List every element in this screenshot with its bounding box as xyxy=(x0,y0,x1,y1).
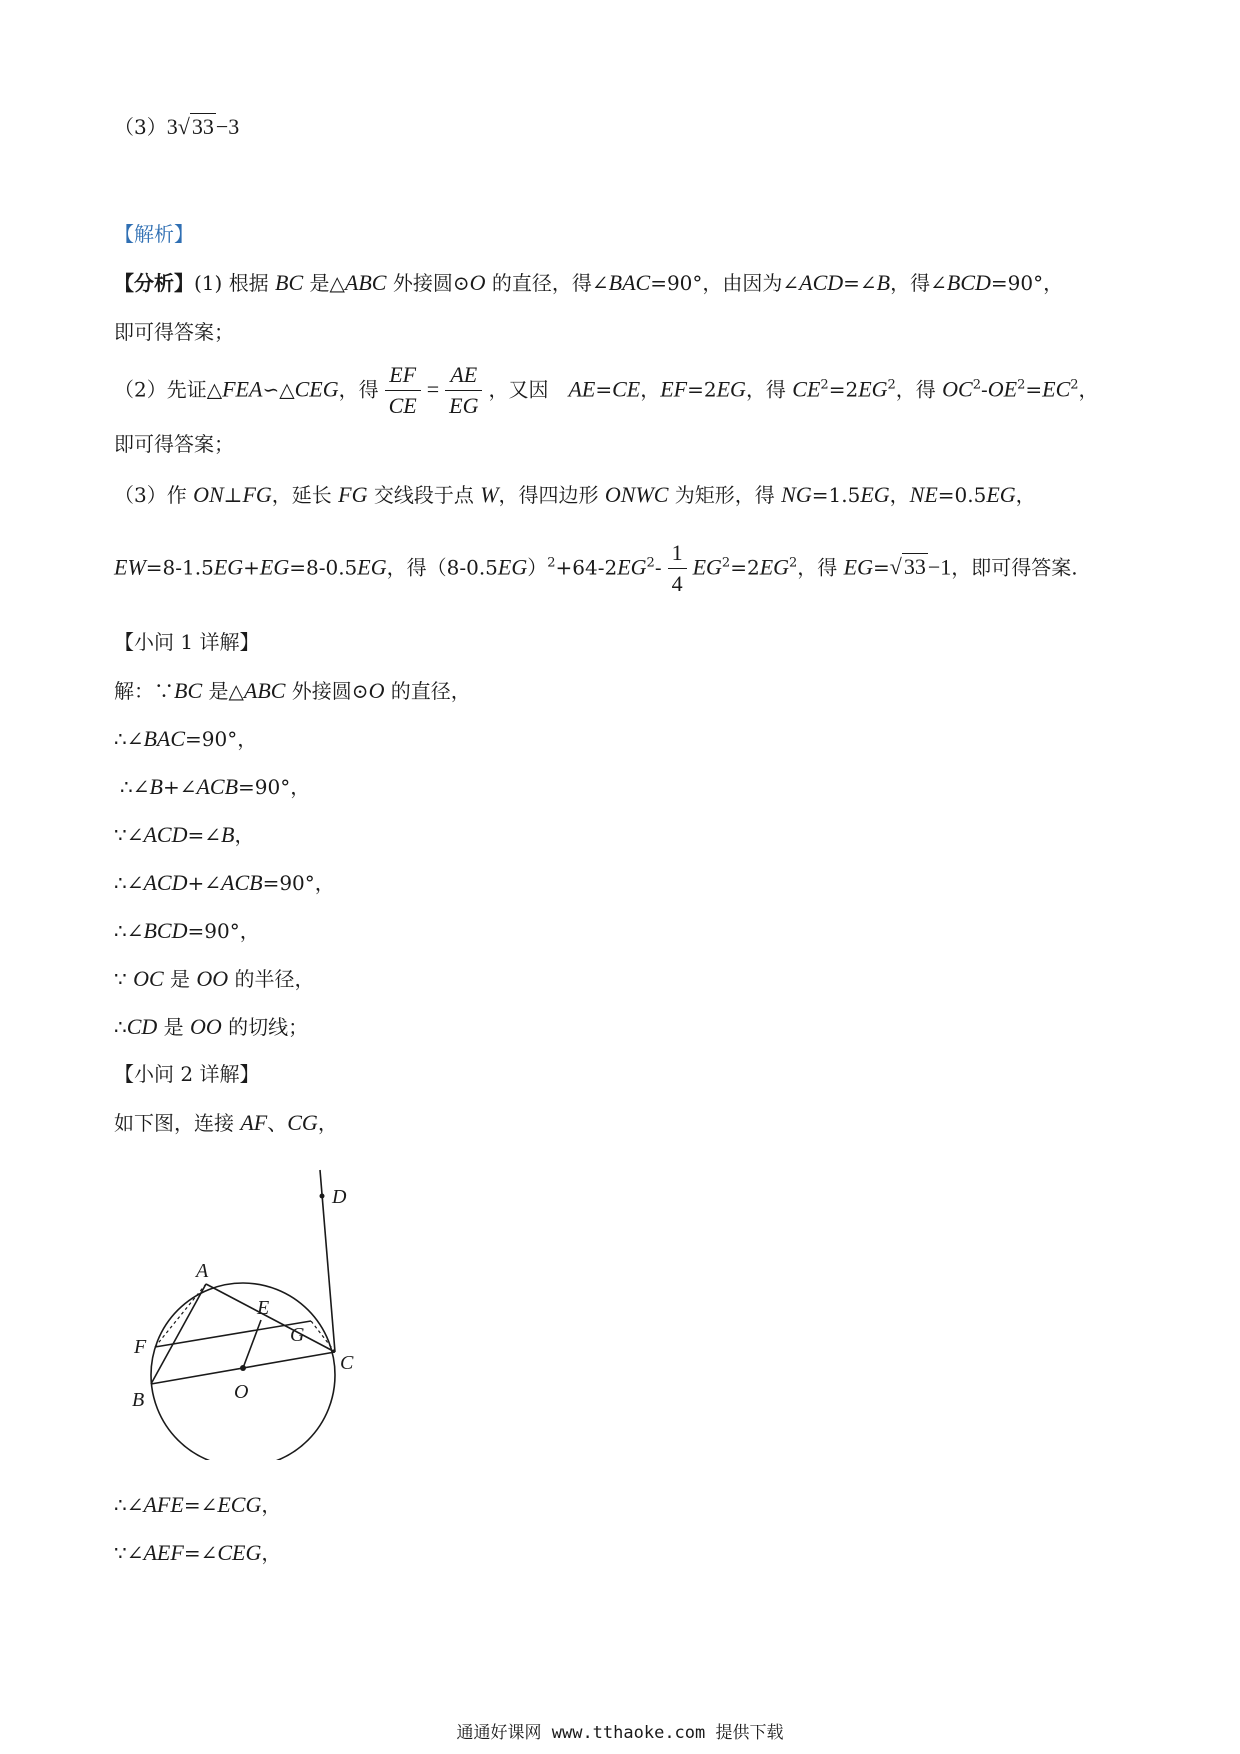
analysis-part2-line-2: 即可得答案； xyxy=(114,432,234,456)
answer-part3: （3）3√33−3 xyxy=(114,114,240,139)
step-10: ∴∠AFE=∠ECG， xyxy=(114,1492,282,1517)
step-1: 解：∵BC 是△ABC 外接圆⊙O 的直径， xyxy=(114,678,471,703)
label-e: E xyxy=(257,1297,270,1319)
jiexi-heading: 【解析】 xyxy=(114,222,194,246)
step-9: 如下图，连接 AF、CG， xyxy=(114,1110,338,1135)
label-c: C xyxy=(340,1352,354,1374)
step-11: ∵∠AEF=∠CEG， xyxy=(114,1540,282,1565)
step-7: ∵ OC 是 OO 的半径， xyxy=(114,966,315,991)
label-o: O xyxy=(234,1381,249,1403)
analysis-line-2: 即可得答案； xyxy=(114,320,234,344)
point-d xyxy=(320,1194,325,1199)
analysis-part2: （2）先证△FEA∽△CEG，得 $\frac{EF}{CE}$ = $\frac{AE}{EG}$ ，又因 AE=CE，EF=2EG，得 $CE^2=2EG^2$，得 $OC^2-OE^2=EC^2$， xyxy=(114,362,1099,419)
step-4: ∵∠ACD=∠B， xyxy=(114,822,255,847)
label-g: G xyxy=(290,1324,305,1346)
label-f: F xyxy=(134,1336,147,1358)
analysis-line-1: 【分析】(1) 根据 BC 是△ABC 外接圆⊙O 的直径，得∠BAC=90°，由因为∠ACD=∠B，得∠BCD=90°， xyxy=(114,270,1064,295)
circle-o xyxy=(151,1283,335,1460)
analysis-part3-line-1: （3）作 ON⊥FG，延长 FG 交线段于点 W，得四边形 ONWC 为矩形，得 NG=1.5EG，NE=0.5EG， xyxy=(114,482,1036,507)
fraction-ae-eg: $\frac{AE}{EG}$ xyxy=(445,362,482,420)
step-2: ∴∠BAC=90°， xyxy=(114,726,258,751)
geometry-figure xyxy=(120,1160,380,1460)
step-6: ∴∠BCD=90°， xyxy=(114,918,260,943)
step-3: ∴∠B+∠ACB=90°， xyxy=(120,774,311,799)
label-d: D xyxy=(332,1186,347,1208)
page-footer: 通通好课网 www.tthaoke.com 提供下载 xyxy=(456,1723,784,1743)
subquestion-2-heading: 【小问 2 详解】 xyxy=(114,1062,260,1086)
step-8: ∴CD 是 OO 的切线； xyxy=(114,1014,309,1039)
fraction-one-quarter: $\frac{1}{4}$ xyxy=(668,540,687,598)
label-a: A xyxy=(196,1260,209,1282)
subquestion-1-heading: 【小问 1 详解】 xyxy=(114,630,260,654)
line-eo xyxy=(243,1320,261,1368)
fraction-ef-ce: $\frac{EF}{CE}$ xyxy=(385,362,421,420)
line-ab xyxy=(151,1284,206,1384)
point-o xyxy=(240,1365,246,1371)
analysis-part3-line-2: EW=8-1.5EG+EG=8-0.5EG，得$(8-0.5EG)^2+64-2EG^2-$ $\frac{1}{4}$ $EG^2=2EG^2$，得 EG=√33−1，即可得答案. xyxy=(114,540,1078,597)
dashed-af xyxy=(155,1284,206,1347)
label-b: B xyxy=(132,1389,145,1411)
step-5: ∴∠ACD+∠ACB=90°， xyxy=(114,870,335,895)
